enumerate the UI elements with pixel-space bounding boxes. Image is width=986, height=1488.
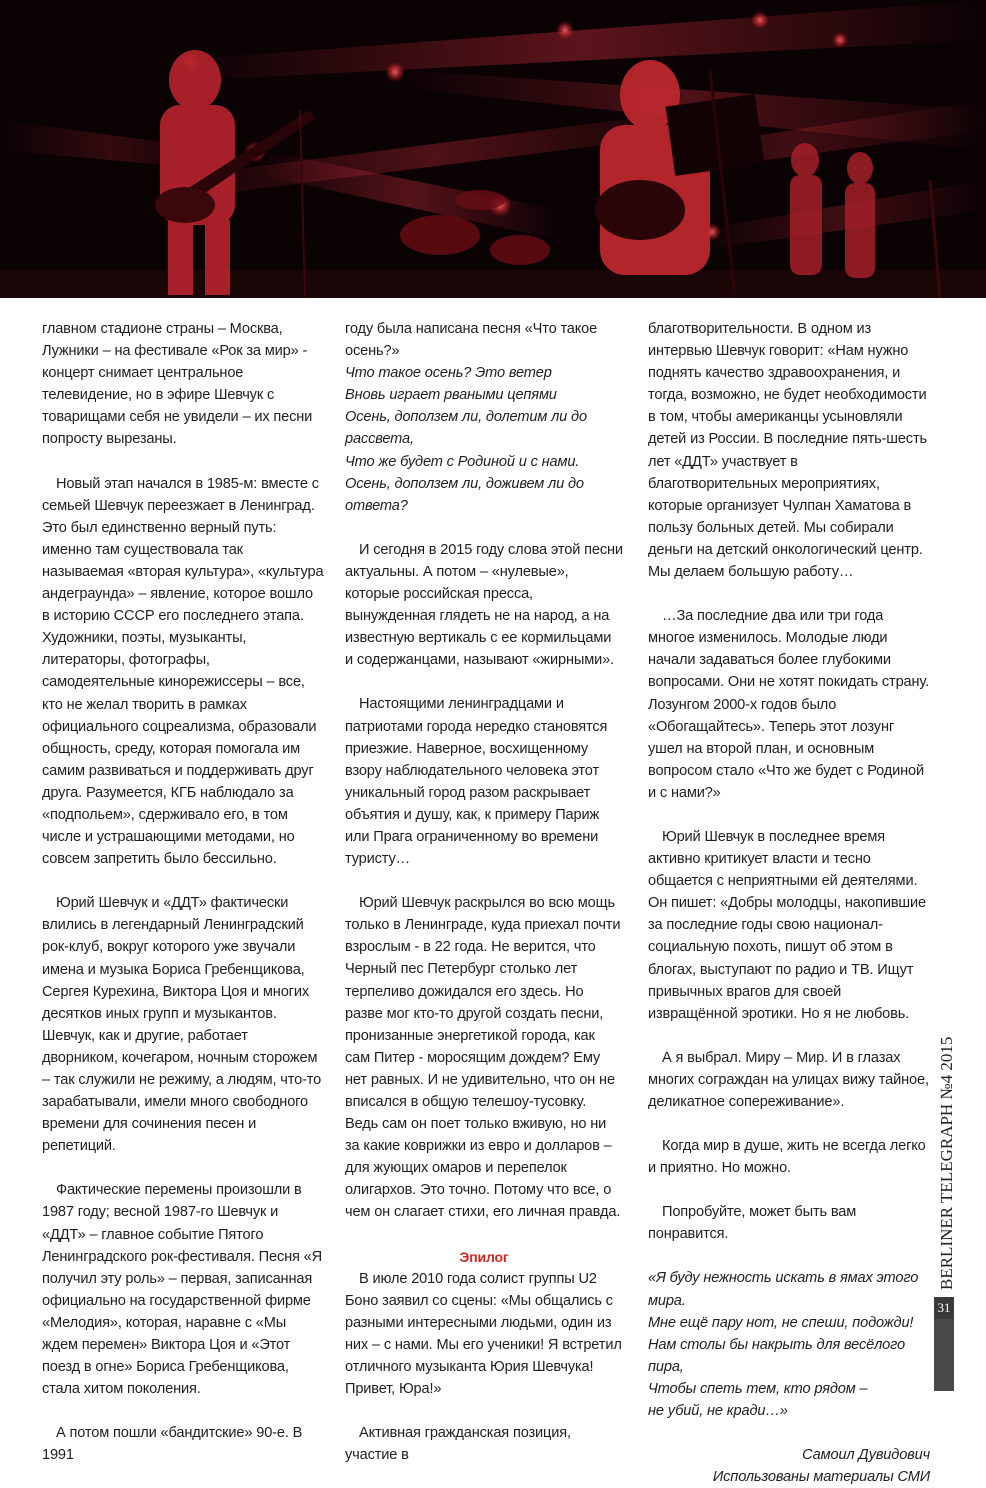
col2-intro: году была написана песня «Что такое осень?» [345, 321, 598, 360]
column-3-closing [648, 1135, 930, 1245]
col3-closing-paragraph: Попробуйте, может быть вам понравится. [648, 1204, 857, 1243]
poem-2 [648, 1267, 930, 1422]
column-3 [648, 318, 930, 1488]
col3-closing-paragraph: Когда мир в душе, жить не всегда легко и приятно. Но можно. [648, 1138, 926, 1177]
concert-photo-icon [0, 0, 986, 298]
col3-paragraph: благотворительности. В одном из интервью Шевчук говорит: «Нам нужно поднять качество здравоохранения, и тогда, возможно, не будет необходимости в том, чтобы американцы усыновляли детей из России. В последние пять-шесть лет «ДДТ» участвует в благотворительных мероприятиях, которые организует Чулпан Хаматова в пользу больных детей. Мы собирали деньги на детский онкологический центр. Мы делаем большую работу… [648, 321, 927, 581]
poem2-line: Нам столы бы накрыть для весёлого пира, [648, 1336, 905, 1375]
col1-paragraph: Юрий Шевчук и «ДДТ» фактически влились в легендарный Ленинградский рок-клуб, вокруг которого уже звучали имена и музыка Бориса Гребенщикова, Сергея Курехина, Виктора Цоя и многих десятков иных групп и музыкантов. Шевчук, как и другие, работает дворником, кочегаром, ночным сторожем – так служили не режиму, а людям, что-то зарабатывали, имели много свободного времени для сочинения песен и репетиций. [42, 895, 322, 1155]
column-2-body [345, 539, 623, 1224]
poem2-line: не убий, не кради…» [648, 1403, 788, 1420]
col1-paragraph: Фактические перемены произошли в 1987 году; весной 1987-го Шевчук и «ДДТ» – главное событие Пятого Ленинградского рок-фестиваля. Песня «Я получил эту роль» – первая, записанная официально на государственной фирме «Мелодия», которая, наравне с «Мы ждем перемен» Виктора Цоя и «Этот поезд в огне» Бориса Гребенщикова, стала хитом поколения. [42, 1182, 323, 1398]
col2-paragraph: И сегодня в 2015 году слова этой песни актуальны. А потом – «нулевые», которые российская пресса, вынужденная глядеть не на народ, а на известную вертикаль с ее кормильцами и содержанцами, называют «жирными». [345, 541, 623, 669]
source-note: Использованы материалы СМИ [712, 1469, 930, 1486]
col2-paragraph: Настоящими ленинградцами и патриотами города нередко становятся приезжие. Наверное, восхищенному взору наблюдательного человека этот уникальный город разом раскрывает объятия и душу, как, к примеру Париж или Прага ограниченному во времени туристу… [345, 696, 608, 868]
poem1-line: Осень, доползем ли, доживем ли до ответа? [345, 475, 584, 514]
col3-paragraph: А я выбрал. Миру – Мир. И в глазах многих сограждан на улицах вижу тайное, деликатное сопереживание». [648, 1049, 929, 1110]
col1-paragraph: главном стадионе страны – Москва, Лужники – на фестивале «Рок за мир» - концерт снимает центральное телевидение, но в эфире Шевчук с товарищами себя не увидели – их песни попросту вырезаны. [42, 321, 313, 448]
col1-paragraph: Новый этап начался в 1985-м: вместе с семьей Шевчук переезжает в Ленинград. Это был единственно верный путь: именно там существовала так называемая «вторая культура», «культура андеграунда» – явление, которое вошло в историю СССР его последнего этапа. Художники, поэты, музыканты, литераторы, фотографы, самодеятельные кинорежиссеры – все, кто не желал творить в рамках официального соцреализма, образовали общность, среду, которая помогала им самим развиваться и поддерживать друг друга. Разумеется, КГБ наблюдало за «подпольем», сдерживало его, в том числе и устрашающими методами, но совсем запретить было бессильно. [42, 475, 324, 868]
poem2-line: Мне ещё пару нот, не спеши, подожди! [648, 1314, 914, 1331]
column-1 [42, 318, 324, 1467]
poem2-line: «Я буду нежность искать в ямах этого мира. [648, 1270, 919, 1309]
column-3-body [648, 318, 930, 1113]
column-2 [345, 318, 623, 1466]
poem1-line: Вновь играет рваными цепями [345, 387, 557, 404]
col2-epilog-paragraph: Активная гражданская позиция, участие в [345, 1425, 571, 1464]
author: Самоил Дувидович [802, 1447, 930, 1464]
side-strip [934, 1319, 954, 1391]
epilog-heading: Эпилог [459, 1248, 509, 1265]
col2-epilog-paragraph: В июле 2010 года солист группы U2 Боно заявил со сцены: «Мы общались с разными интересными людьми, один из них – с нами. Мы его ученики! Я встретил отличного музыканта Юрия Шевчука! Привет, Юра!» [345, 1270, 622, 1398]
col3-paragraph: Юрий Шевчук в последнее время активно критикует власти и тесно общается с неприятными ей деятелями. Он пишет: «Добры молодцы, накопившие за последние годы свою национал-социальную похоть, пишут об этом в блогах, выступают по радио и ТВ. Ищут привычных врагов для своей извращённой эротики. Но я не любовь. [648, 828, 926, 1022]
column-2-epilog [345, 1268, 623, 1467]
poem-1 [345, 362, 623, 517]
concert-photo [0, 0, 986, 298]
page-number: 31 [934, 1297, 954, 1319]
poem1-line: Что же будет с Родиной и с нами. [345, 453, 580, 470]
poem2-line: Чтобы спеть тем, кто рядом – [648, 1380, 868, 1397]
col2-paragraph: Юрий Шевчук раскрылся во всю мощь только в Ленинграде, куда приехал почти взрослым - в 22 года. Не верится, что Черный пес Петербург столько лет терпеливо дожидался его здесь. Но разве мог кто-то другой создать песни, пронизанные энергетикой города, как сам Питер - моросящим дождем? Ему нет равных. И не удивительно, что он не вписался в общую телешоу-тусовку. Ведь сам он поет только вживую, но ни за какие коврижки из евро и долларов – для жующих омаров и перепелок олигархов. Это точно. Потому что все, о чем он слагает стихи, его личная правда. [345, 895, 621, 1221]
magazine-name: BERLINER TELEGRAPH №4 2015 [937, 1036, 956, 1290]
poem1-line: Осень, доползем ли, долетим ли до рассвета, [345, 409, 587, 448]
poem1-line: Что такое осень? Это ветер [345, 365, 552, 382]
col3-paragraph: …За последние два или три года многое изменилось. Молодые люди начали задаваться более глубокими вопросами. Они не хотят покидать страну. Лозунгом 2000-х годов было «Обогащайтесь». Теперь этот лозунг ушел на второй план, и основным вопросом стало «Что же будет с Родиной и с нами?» [648, 608, 930, 801]
col1-paragraph: А потом пошли «бандитские» 90-е. В 1991 [42, 1425, 303, 1464]
